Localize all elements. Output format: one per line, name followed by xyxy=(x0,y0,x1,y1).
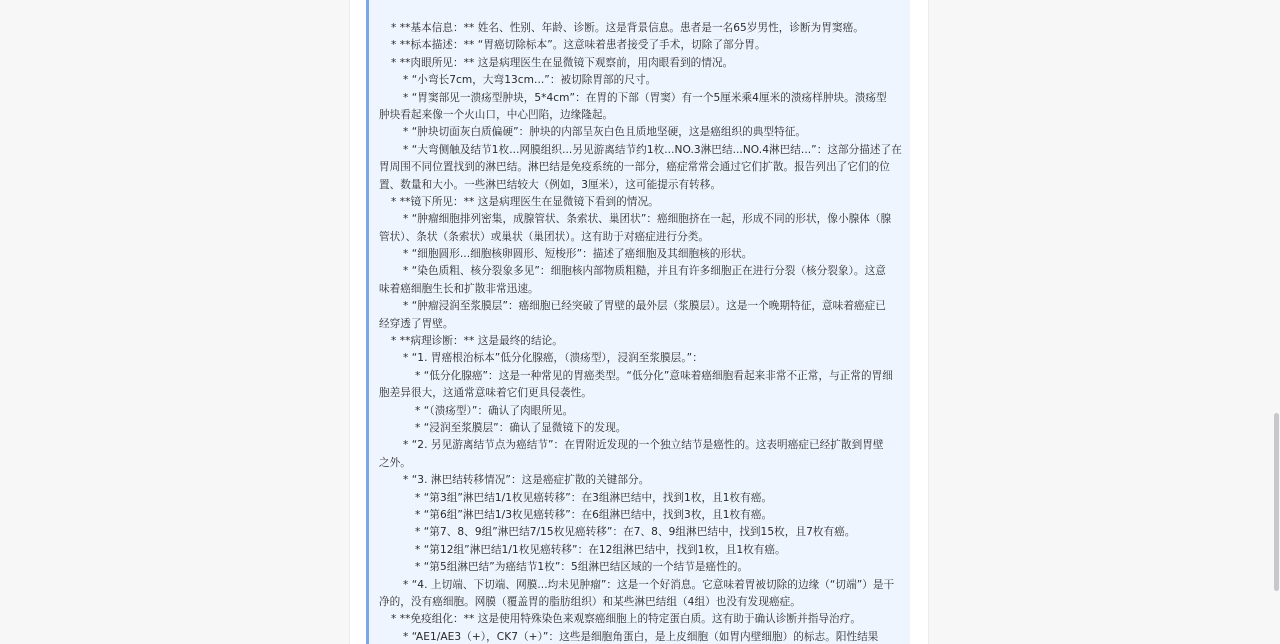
message-line: 之外。 xyxy=(379,456,411,469)
scrollbar-thumb[interactable] xyxy=(1274,413,1279,591)
message-line: * **免疫组化：** 这是使用特殊染色来观察癌细胞上的特定蛋白质。这有助于确认诊断并指导治疗。 xyxy=(391,613,861,626)
message-line: 肿块看起来像一个火山口，中心凹陷，边缘隆起。 xyxy=(379,108,614,121)
message-line: * “胃窦部见一溃疡型肿块，5*4cm”：在胃的下部（胃窦）有一个5厘米乘4厘米的溃疡样肿块。溃疡型 xyxy=(403,91,887,104)
message-line: * “第7、8、9组”淋巴结7/15枚见癌转移”：在7、8、9组淋巴结中，找到15枚，且7枚有癌。 xyxy=(415,526,856,539)
message-line: * **基本信息：** 姓名、性别、年龄、诊断。这是背景信息。患者是一名65岁男性，诊断为胃窦癌。 xyxy=(391,22,864,34)
message-line: 管状）、条状（条索状）或巢状（巢团状）。这有助于对癌症进行分类。 xyxy=(379,230,709,243)
message-line: * “肿块切面灰白质偏硬”：肿块的内部呈灰白色且质地坚硬，这是癌组织的典型特征。 xyxy=(403,126,807,139)
message-line: * “细胞圆形...细胞核卵圆形、短梭形”：描述了癌细胞及其细胞核的形状。 xyxy=(403,248,753,261)
message-line: * “第6组”淋巴结1/3枚见癌转移”：在6组淋巴结中，找到3枚，且1枚有癌。 xyxy=(415,508,773,521)
message-line: * “第5组淋巴结”为癌结节1枚”：5组淋巴结区域的一个结节是癌性的。 xyxy=(415,561,749,574)
message-line: 净的，没有癌细胞。网膜（覆盖胃的脂肪组织）和某些淋巴结组（4组）也没有发现癌症。 xyxy=(379,595,801,608)
message-line: * “AE1/AE3（+），CK7（+）”：这些是细胞角蛋白，是上皮细胞（如胃内壁细胞）的标志。阳性结果 xyxy=(403,630,879,643)
assistant-message xyxy=(366,0,910,644)
message-body xyxy=(369,20,910,644)
message-line: * “3. 淋巴结转移情况”：这是癌症扩散的关键部分。 xyxy=(403,474,650,487)
message-line: * “第12组”淋巴结1/1枚见癌转移”：在12组淋巴结中，找到1枚，且1枚有癌。 xyxy=(415,543,786,556)
message-line: * **病理诊断：** 这是最终的结论。 xyxy=(391,335,563,348)
message-line: * **肉眼所见：** 这是病理医生在显微镜下观察前，用肉眼看到的情况。 xyxy=(391,56,734,69)
message-line: * **标本描述：** “胃癌切除标本”。这意味着患者接受了手术，切除了部分胃。 xyxy=(391,39,766,52)
message-line: * “1. 胃癌根治标本”低分化腺癌，（溃疡型），浸润至浆膜层。”： xyxy=(403,352,703,365)
message-line: 胃周围不同位置找到的淋巴结。淋巴结是免疫系统的一部分，癌症常常会通过它们扩散。报告列出了它们的位 xyxy=(379,161,890,174)
message-line: * “小弯长7cm，大弯13cm...”：被切除胃部的尺寸。 xyxy=(403,74,657,87)
message-line: * “浸润至浆膜层”：确认了显微镜下的发现。 xyxy=(415,421,627,434)
message-line: * “肿瘤细胞排列密集，成腺管状、条索状、巢团状”：癌细胞挤在一起，形成不同的形状，像小腺体（腺 xyxy=(403,213,892,226)
message-line: * “2. 另见游离结节点为癌结节”：在胃附近发现的一个独立结节是癌性的。这表明癌症已经扩散到胃壁 xyxy=(403,439,884,452)
message-line: * “第3组”淋巴结1/1枚见癌转移”：在3组淋巴结中，找到1枚，且1枚有癌。 xyxy=(415,491,773,504)
message-line: * “4. 上切端、下切端、网膜...均未见肿瘤”：这是一个好消息。它意味着胃被切除的边缘（“切端”）是干 xyxy=(403,578,895,591)
page-scrollbar[interactable] xyxy=(1272,0,1280,644)
message-line: 味着癌细胞生长和扩散非常迅速。 xyxy=(379,282,539,295)
message-line: * “（溃疡型）”：确认了肉眼所见。 xyxy=(415,404,574,417)
message-line: * “大弯侧触及结节1枚...网膜组织...另见游离结节约1枚...NO.3淋巴结...NO.4淋巴结...”：这部分描述了在 xyxy=(403,143,902,156)
message-line: 经穿透了胃壁。 xyxy=(379,317,454,330)
message-line: 胞差异很大，这通常意味着它们更具侵袭性。 xyxy=(379,387,592,400)
message-line: 置、数量和大小。一些淋巴结较大（例如，3厘米），这可能提示有转移。 xyxy=(379,178,722,191)
message-line: * **镜下所见：** 这是病理医生在显微镜下看到的情况。 xyxy=(391,195,659,208)
message-line: * “染色质粗、核分裂象多见”：细胞核内部物质粗糙，并且有许多细胞正在进行分裂（核分裂象）。这意 xyxy=(403,265,886,278)
message-line: * “肿瘤浸润至浆膜层”：癌细胞已经突破了胃壁的最外层（浆膜层）。这是一个晚期特征，意味着癌症已 xyxy=(403,300,886,313)
message-line: * “低分化腺癌”：这是一种常见的胃癌类型。“低分化”意味着癌细胞看起来非常不正常，与正常的胃细 xyxy=(415,369,893,382)
